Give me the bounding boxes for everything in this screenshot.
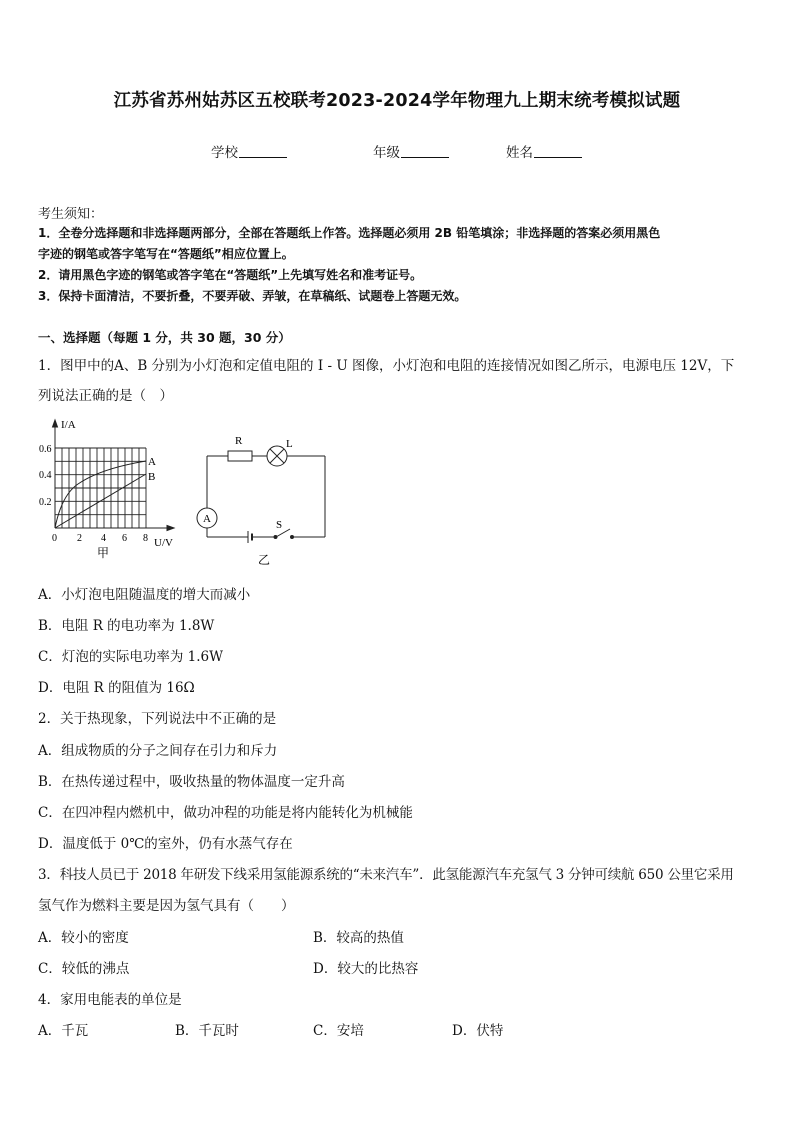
- x-tick-label: 4: [101, 533, 106, 544]
- grade-label: 年级: [373, 145, 400, 161]
- question-1-text: 列说法正确的是（ ）: [38, 388, 173, 404]
- q2-option-a: A．组成物质的分子之间存在引力和斥力: [38, 743, 278, 759]
- q4-option-c: C．安培: [313, 1023, 364, 1039]
- switch-label: S: [276, 519, 283, 531]
- notice-item: 3．保持卡面清洁，不要折叠，不要弄破、弄皱，在草稿纸、试题卷上答题无效。: [38, 289, 467, 303]
- graph-caption: 甲: [97, 546, 110, 560]
- x-tick-label: 8: [143, 533, 148, 544]
- x-tick-label: 0: [52, 533, 57, 544]
- curve-a-label: A: [148, 456, 156, 468]
- grid: [55, 448, 146, 528]
- q3-option-b: B．较高的热值: [313, 930, 404, 946]
- x-axis-arrow: [167, 526, 174, 531]
- circuit-caption: 乙: [258, 553, 271, 567]
- q3-option-c: C．较低的沸点: [38, 961, 130, 977]
- q4-option-b: B．千瓦时: [175, 1023, 239, 1039]
- x-tick-label: 2: [77, 533, 82, 544]
- lamp-label: L: [286, 438, 293, 450]
- x-axis-label: U/V: [154, 537, 173, 549]
- q1-option-c: C．灯泡的实际电功率为 1.6W: [38, 649, 223, 665]
- exam-title: 江苏省苏州姑苏区五校联考2023-2024学年物理九上期末统考模拟试题: [113, 91, 681, 111]
- question-2-text: 2．关于热现象，下列说法中不正确的是: [38, 711, 277, 727]
- question-3-text: 氢气作为燃料主要是因为氢气具有（ ）: [38, 898, 295, 914]
- resistor: [228, 451, 252, 461]
- resistor-label: R: [235, 435, 243, 447]
- school-blank: [239, 145, 287, 158]
- ammeter-label: A: [203, 513, 211, 525]
- y-tick-label: 0.6: [39, 444, 52, 455]
- section-heading: 一、选择题（每题 1 分，共 30 题，30 分）: [38, 330, 291, 345]
- q1-option-b: B．电阻 R 的电功率为 1.8W: [38, 618, 215, 634]
- name-field: [506, 141, 582, 161]
- q2-option-d: D．温度低于 0℃的室外，仍有水蒸气存在: [38, 836, 293, 852]
- q2-option-b: B．在热传递过程中，吸收热量的物体温度一定升高: [38, 774, 345, 790]
- q3-option-a: A．较小的密度: [38, 930, 129, 946]
- y-axis-label: I/A: [61, 419, 76, 431]
- notice-item: 2．请用黑色字迹的钢笔或答字笔在“答题纸”上先填写姓名和准考证号。: [38, 268, 423, 282]
- notice-item: 字迹的钢笔或答字笔写在“答题纸”相应位置上。: [38, 247, 294, 261]
- grade-blank: [401, 145, 449, 158]
- circuit-diagram: [190, 430, 340, 570]
- notice-heading: 考生须知：: [38, 207, 104, 222]
- question-1-text: 1．图甲中的A、B 分别为小灯泡和定值电阻的 I - U 图像，小灯泡和电阻的连接情况如图乙所示，电源电压 12V，下: [38, 358, 735, 374]
- school-label: 学校: [211, 145, 238, 161]
- grade-field: [373, 141, 449, 161]
- curve-b-label: B: [148, 471, 156, 483]
- y-tick-label: 0.4: [39, 470, 52, 481]
- notice-item: 1．全卷分选择题和非选择题两部分，全部在答题纸上作答。选择题必须用 2B 铅笔填涂；非选择题的答案必须用黑色: [38, 226, 661, 240]
- question-3-text: 3．科技人员已于 2018 年研发下线采用氢能源系统的“未来汽车”．此氢能源汽车充氢气 3 分钟可续航 650 公里它采用: [38, 867, 734, 883]
- iu-graph: [36, 412, 186, 570]
- q4-option-a: A．千瓦: [38, 1023, 89, 1039]
- x-tick-label: 6: [122, 533, 127, 544]
- y-tick-label: 0.2: [39, 497, 52, 508]
- name-label: 姓名: [506, 145, 533, 161]
- q3-option-d: D．较大的比热容: [313, 961, 419, 977]
- q1-option-d: D．电阻 R 的阻值为 16Ω: [38, 680, 195, 696]
- question-4-text: 4．家用电能表的单位是: [38, 992, 182, 1008]
- name-blank: [534, 145, 582, 158]
- q1-option-a: A．小灯泡电阻随温度的增大而减小: [38, 587, 251, 603]
- y-axis-arrow: [53, 420, 58, 427]
- school-field: [211, 141, 287, 161]
- q2-option-c: C．在四冲程内燃机中，做功冲程的功能是将内能转化为机械能: [38, 805, 413, 821]
- q4-option-d: D．伏特: [452, 1023, 504, 1039]
